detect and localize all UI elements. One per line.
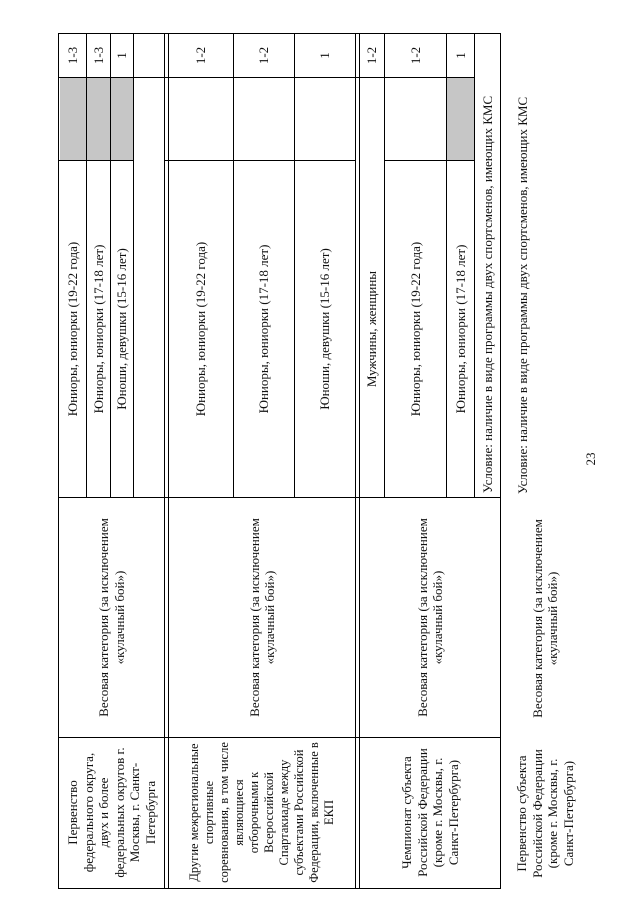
competition-cell: Первенство федерального округа, двух и более федеральных округов г. Москвы, г. Санкт-Петербурга [65, 747, 158, 878]
shaded-cell [60, 78, 133, 161]
competition-cell: Другие межрегиональные спортивные соревнования, в том числе являющиеся отборочными к Всероссийской Спартакиаде между субъектами Российской Федерации, включенные в ЕКП [187, 742, 336, 883]
row-separator [164, 34, 165, 888]
column-divider [59, 77, 474, 78]
places-cell: 1-2 [407, 46, 423, 65]
age-group-cell: Юниоры, юниорки (19-22 года) [193, 241, 209, 417]
age-group-cell: Юноши, девушки (15-16 лет) [114, 248, 130, 410]
age-group-cell: Юноши, девушки (15-16 лет) [317, 248, 333, 410]
age-group-cell: Мужчины, женщины [364, 270, 380, 388]
page-number: 23 [583, 452, 598, 466]
row-separator [355, 34, 356, 888]
places-cell: 1-3 [64, 46, 80, 65]
competition-cell: Первенство субъекта Российской Федерации (кроме г. Москвы, г. Санкт-Петербурга) [514, 749, 576, 878]
shaded-cell [446, 78, 474, 161]
condition-cell: Условие: наличие в виде программы двух спортсменов, имеющих КМС [479, 95, 495, 493]
age-group-cell: Юниоры, юниорки (19-22 года) [407, 241, 423, 417]
age-group-cell: Юниоры, юниорки (17-18 лет) [256, 244, 272, 414]
competition-table [58, 33, 501, 889]
places-cell: 1-2 [193, 46, 209, 65]
competition-cell: Чемпионат субъекта Российской Федерации (кроме г. Москвы, г. Санкт-Петербурга) [399, 748, 461, 877]
places-cell: 1 [114, 52, 130, 59]
places-cell: 1-2 [364, 46, 380, 65]
places-cell: 1-3 [90, 46, 106, 65]
places-cell: 1-2 [256, 46, 272, 65]
age-group-cell: Юниоры, юниорки (17-18 лет) [90, 244, 106, 414]
discipline-cell: Весовая категория (за исключением «кулачный бой») [414, 518, 445, 717]
discipline-cell: Весовая категория (за исключением «кулачный бой») [246, 518, 277, 717]
discipline-cell: Весовая категория (за исключением «кулачный бой») [96, 518, 127, 717]
places-cell: 1 [452, 52, 468, 59]
age-group-cell: Юниоры, юниорки (19-22 года) [64, 241, 80, 417]
condition-cell: Условие: наличие в виде программы двух спортсменов, имеющих КМС [514, 96, 530, 494]
row-separator [133, 34, 134, 498]
places-cell: 1 [317, 52, 333, 59]
discipline-cell: Весовая категория (за исключением «кулачный бой») [529, 519, 560, 718]
age-group-cell: Юниоры, юниорки (17-18 лет) [452, 244, 468, 414]
